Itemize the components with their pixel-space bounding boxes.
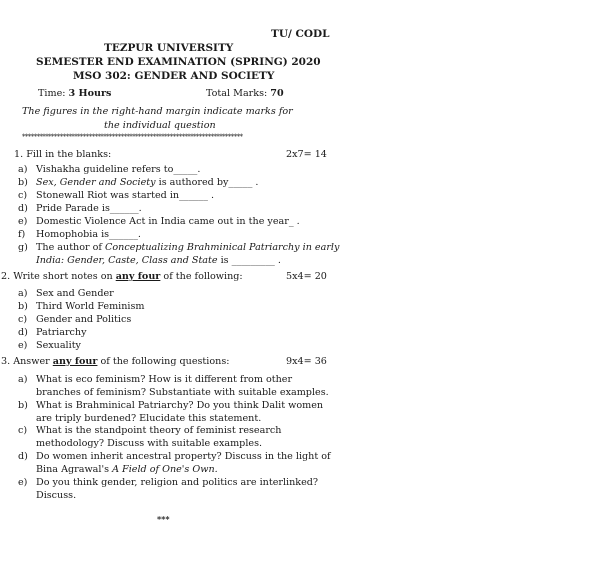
exam-title: SEMESTER END EXAMINATION (SPRING) 2020 <box>36 56 321 68</box>
q1-marks: 2x7= 14 <box>286 149 327 160</box>
q2-item-d: d) Patriarchy <box>18 327 87 338</box>
q2-title: 2. Write short notes on any four of the following: <box>1 271 243 282</box>
q1-item-d: d) Pride Parade is______. <box>18 203 142 214</box>
q3-item-a: a) What is eco feminism? How is it different from other <box>18 374 293 385</box>
q3-item-b: b) What is Brahminical Patriarchy? Do you think Dalit women <box>18 400 324 411</box>
q3-marks: 9x4= 36 <box>286 356 327 367</box>
q3-item-d-cont: Bina Agrawal's A Field of One's Own. <box>36 464 218 475</box>
q1-item-g-cont: India: Gender, Caste, Class and State is _________ . <box>36 255 281 266</box>
q3-item-b-cont: are triply burdened? Elucidate this statement. <box>36 413 262 424</box>
q1-item-f: f) Homophobia is______. <box>18 229 141 240</box>
q1-item-a: a) Vishakha guideline refers to_____. <box>18 164 201 175</box>
university-name: TEZPUR UNIVERSITY <box>104 42 234 54</box>
q3-item-e: e) Do you think gender, religion and politics are interlinked? <box>18 477 319 488</box>
q1-item-b: b) Sex, Gender and Society is authored by_____ . <box>18 177 259 188</box>
q2-item-b: b) Third World Feminism <box>18 301 145 312</box>
document-code: TU/ CODL <box>271 28 330 40</box>
q1-title: 1. Fill in the blanks: <box>14 149 112 160</box>
instruction-line-2: the individual question <box>104 120 216 131</box>
q2-item-c: c) Gender and Politics <box>18 314 132 325</box>
instruction-line-1: The figures in the right-hand margin indicate marks for <box>22 106 293 117</box>
q3-item-c: c) What is the standpoint theory of feminist research <box>18 425 282 436</box>
q2-marks: 5x4= 20 <box>286 271 327 282</box>
separator: **************************************************************************** <box>22 133 243 141</box>
course-title: MSO 302: GENDER AND SOCIETY <box>73 70 275 82</box>
q2-item-a: a) Sex and Gender <box>18 288 114 299</box>
time-value: 3 Hours <box>68 88 112 99</box>
marks-value: 70 <box>270 88 284 99</box>
q3-item-e-cont: Discuss. <box>36 490 77 501</box>
q1-item-g: g) The author of Conceptualizing Brahminical Patriarchy in early <box>18 242 340 253</box>
q2-item-e: e) Sexuality <box>18 340 81 351</box>
total-marks <box>206 88 284 99</box>
q1-item-c: c) Stonewall Riot was started in______ . <box>18 190 214 201</box>
q3-item-d: d) Do women inherit ancestral property? Discuss in the light of <box>18 451 331 462</box>
q3-title: 3. Answer any four of the following questions: <box>1 356 230 367</box>
q1-item-e: e) Domestic Violence Act in India came out in the year_ . <box>18 216 300 227</box>
marks-label: Total Marks: <box>206 88 268 99</box>
time-info <box>38 88 111 99</box>
time-label: Time: <box>38 88 66 99</box>
q3-item-c-cont: methodology? Discuss with suitable examples. <box>36 438 263 449</box>
end-mark: *** <box>157 514 170 524</box>
q3-item-a-cont: branches of feminism? Substantiate with suitable examples. <box>36 387 329 398</box>
